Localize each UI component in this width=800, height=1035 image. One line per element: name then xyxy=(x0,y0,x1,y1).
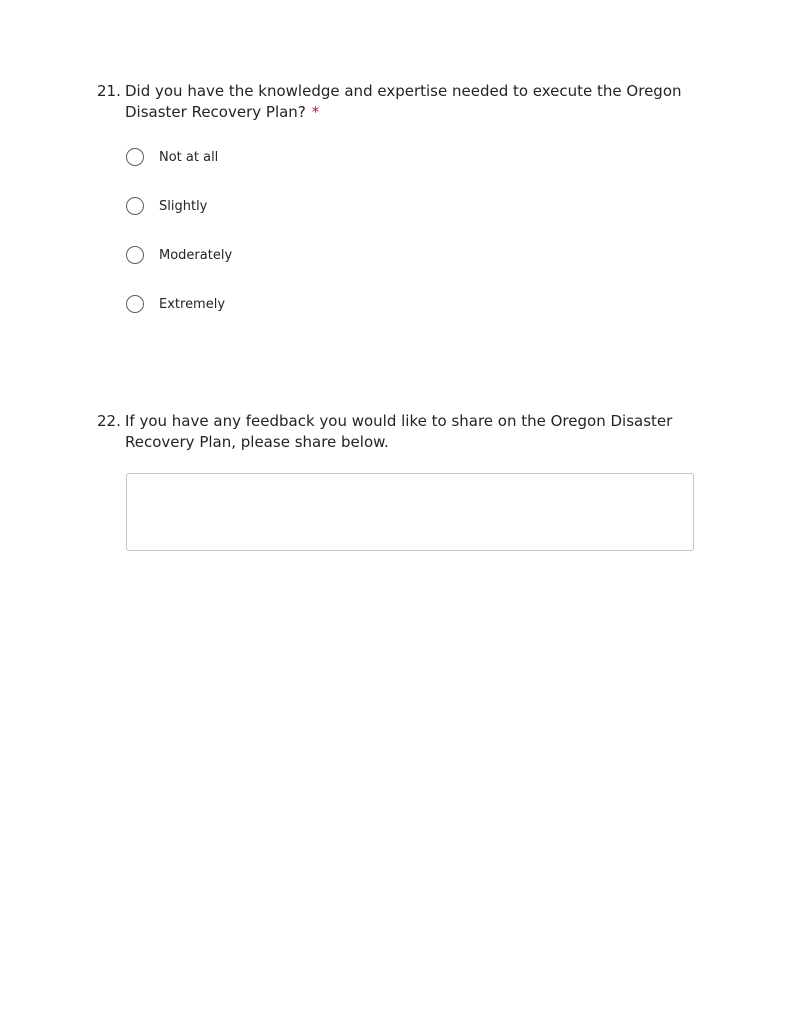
question-text: If you have any feedback you would like to share on the Oregon Disaster Recovery Plan, please share below. xyxy=(125,412,673,451)
option-moderately[interactable] xyxy=(126,245,232,265)
radio-button[interactable] xyxy=(126,295,144,313)
question-text: Did you have the knowledge and expertise needed to execute the Oregon Disaster Recovery Plan? xyxy=(125,82,682,121)
question-title xyxy=(97,411,697,453)
question-number: 22. xyxy=(97,412,121,430)
radio-button[interactable] xyxy=(126,246,144,264)
question-number: 21. xyxy=(97,82,121,100)
radio-group xyxy=(126,147,232,343)
question-title xyxy=(97,81,697,123)
required-marker: * xyxy=(311,103,320,121)
question-text-wrap xyxy=(125,81,697,123)
option-not-at-all[interactable] xyxy=(126,147,232,167)
option-extremely[interactable] xyxy=(126,294,232,314)
option-label: Slightly xyxy=(159,198,208,214)
radio-button[interactable] xyxy=(126,197,144,215)
option-label: Not at all xyxy=(159,149,219,165)
radio-button[interactable] xyxy=(126,148,144,166)
question-21 xyxy=(97,81,697,312)
question-22 xyxy=(97,411,697,453)
option-label: Extremely xyxy=(159,296,226,312)
option-slightly[interactable] xyxy=(126,196,232,216)
option-label: Moderately xyxy=(159,247,233,263)
feedback-textarea[interactable] xyxy=(126,473,694,551)
